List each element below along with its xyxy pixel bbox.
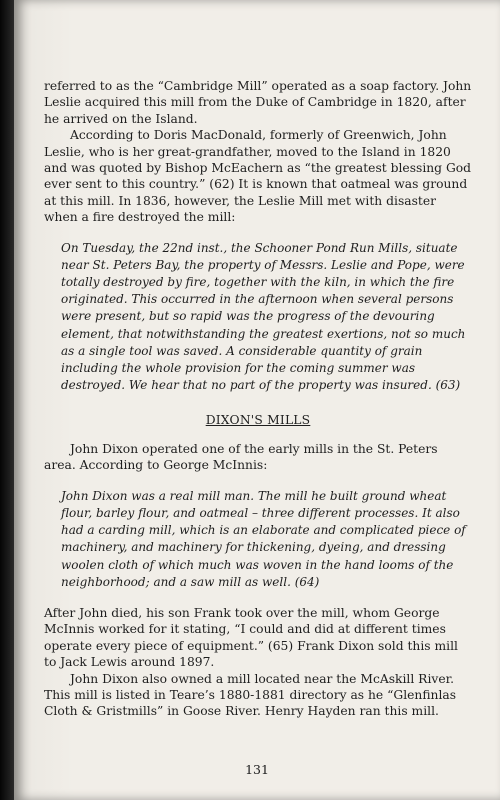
block-quote-mill-man: John Dixon was a real mill man. The mill he built ground wheat flour, barley flour, and oatmeal – three different processes. It also had a carding mill, which is an elaborate and complicated piece of machinery, and machinery for thickening, dyeing, and dressing woolen cloth of which much was woven in the hand looms of the neighborhood; and a saw mill as well. (64) (61, 488, 466, 589)
block-quote-fire: On Tuesday, the 22nd inst., the Schooner Pond Run Mills, situate near St. Peters Bay, the property of Messrs. Leslie and Pope, were totally destroyed by fire, together with the kiln, in which the fire originated. This occurred in the afternoon when several persons were present, but so rapid was the progress of the devouring element, that notwithstanding the greatest exertions, not so much as a single tool was saved. A considerable quantity of grain including the whole provision for the coming summer was destroyed. We hear that no part of the property was insured. (63) (61, 240, 466, 393)
book-page (14, 0, 500, 800)
page-number: 131 (245, 762, 269, 777)
paragraph-mcaskill-river: John Dixon also owned a mill located near the McAskill River. This mill is listed in Teare’s 1880-1881 directory as he “Glenfinlas Cloth & Gristmills” in Goose River. Henry Hayden ran this mill. (44, 671, 457, 719)
section-heading: DIXON'S MILLS (205, 413, 311, 428)
paragraph-cambridge-mill: referred to as the “Cambridge Mill” operated as a soap factory. John Leslie acquired this mill from the Duke of Cambridge in 1820, after he arrived on the Island. (44, 79, 472, 126)
paragraph-frank-dixon: After John died, his son Frank took over the mill, whom George McInnis worked for it stating, “I could and did at different times operate every piece of equipment.” (65) Frank Dixon sold this mill to Jack Lewis around 1897. (44, 605, 458, 670)
paragraph-john-dixon: John Dixon operated one of the early mills in the St. Peters area. According to George McInnis: (44, 441, 438, 473)
paragraph-doris-macdonald: According to Doris MacDonald, formerly of Greenwich, John Leslie, who is her great-grandfather, moved to the Island in 1820 and was quoted by Bishop McEachern as “the greatest blessing God ever sent to this country.” (62) It is known that oatmeal was ground at this mill. In 1836, however, the Leslie Mill met with disaster when a fire destroyed the mill: (44, 128, 472, 225)
page-body (44, 78, 472, 720)
book-spine-shadow (0, 0, 14, 800)
